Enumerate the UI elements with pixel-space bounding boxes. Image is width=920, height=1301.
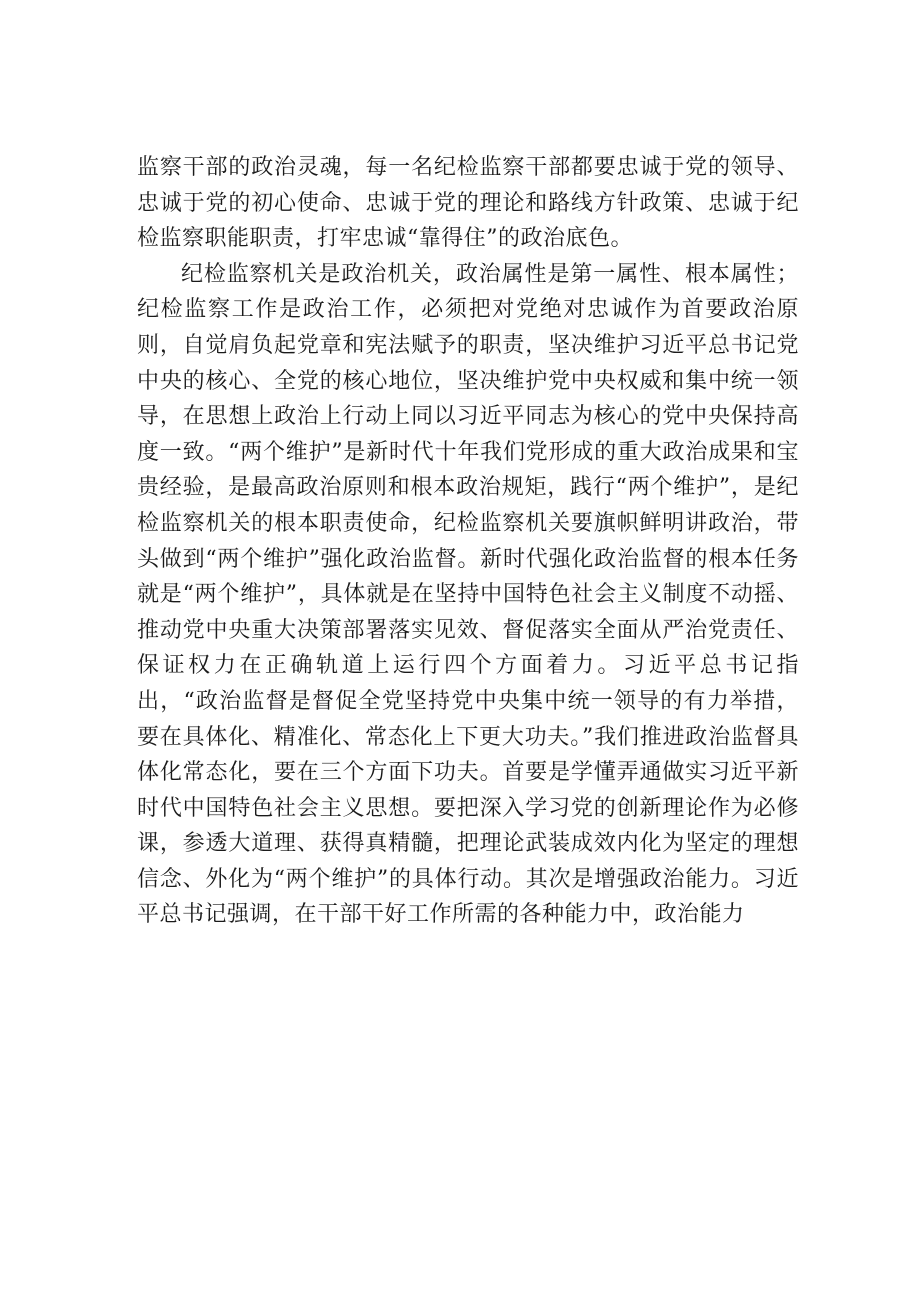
document-body: [137, 150, 799, 933]
paragraph-continuation: 监察干部的政治灵魂，每一名纪检监察干部都要忠诚于党的领导、忠诚于党的初心使命、忠诚于党的理论和路线方针政策、忠诚于纪检监察职能职责，打牢忠诚“靠得住”的政治底色。: [137, 155, 799, 252]
paragraph-political-supervision: 纪检监察机关是政治机关，政治属性是第一属性、根本属性；纪检监察工作是政治工作，必须把对党绝对忠诚作为首要政治原则，自觉肩负起党章和宪法赋予的职责，坚决维护习近平总书记党中央的核心、全党的核心地位，坚决维护党中央权威和集中统一领导，在思想上政治上行动上同以习近平同志为核心的党中央保持高度一致。“两个维护”是新时代十年我们党形成的重大政治成果和宝贵经验，是最高政治原则和根本政治规矩，践行“两个维护”，是纪检监察机关的根本职责使命，纪检监察机关要旗帜鲜明讲政治，带头做到“两个维护”强化政治监督。新时代强化政治监督的根本任务就是“两个维护”，具体就是在坚持中国特色社会主义制度不动摇、推动党中央重大决策部署落实见效、督促落实全面从严治党责任、保证权力在正确轨道上运行四个方面着力。习近平总书记指出，“政治监督是督促全党坚持党中央集中统一领导的有力举措，要在具体化、精准化、常态化上下更大功夫。”我们推进政治监督具体化常态化，要在三个方面下功夫。首要是学懂弄通做实习近平新时代中国特色社会主义思想。要把深入学习党的创新理论作为必修课，参透大道理、获得真精髓，把理论武装成效内化为坚定的理想信念、外化为“两个维护”的具体行动。其次是增强政治能力。习近平总书记强调，在干部干好工作所需的各种能力中，政治能力: [137, 261, 799, 928]
